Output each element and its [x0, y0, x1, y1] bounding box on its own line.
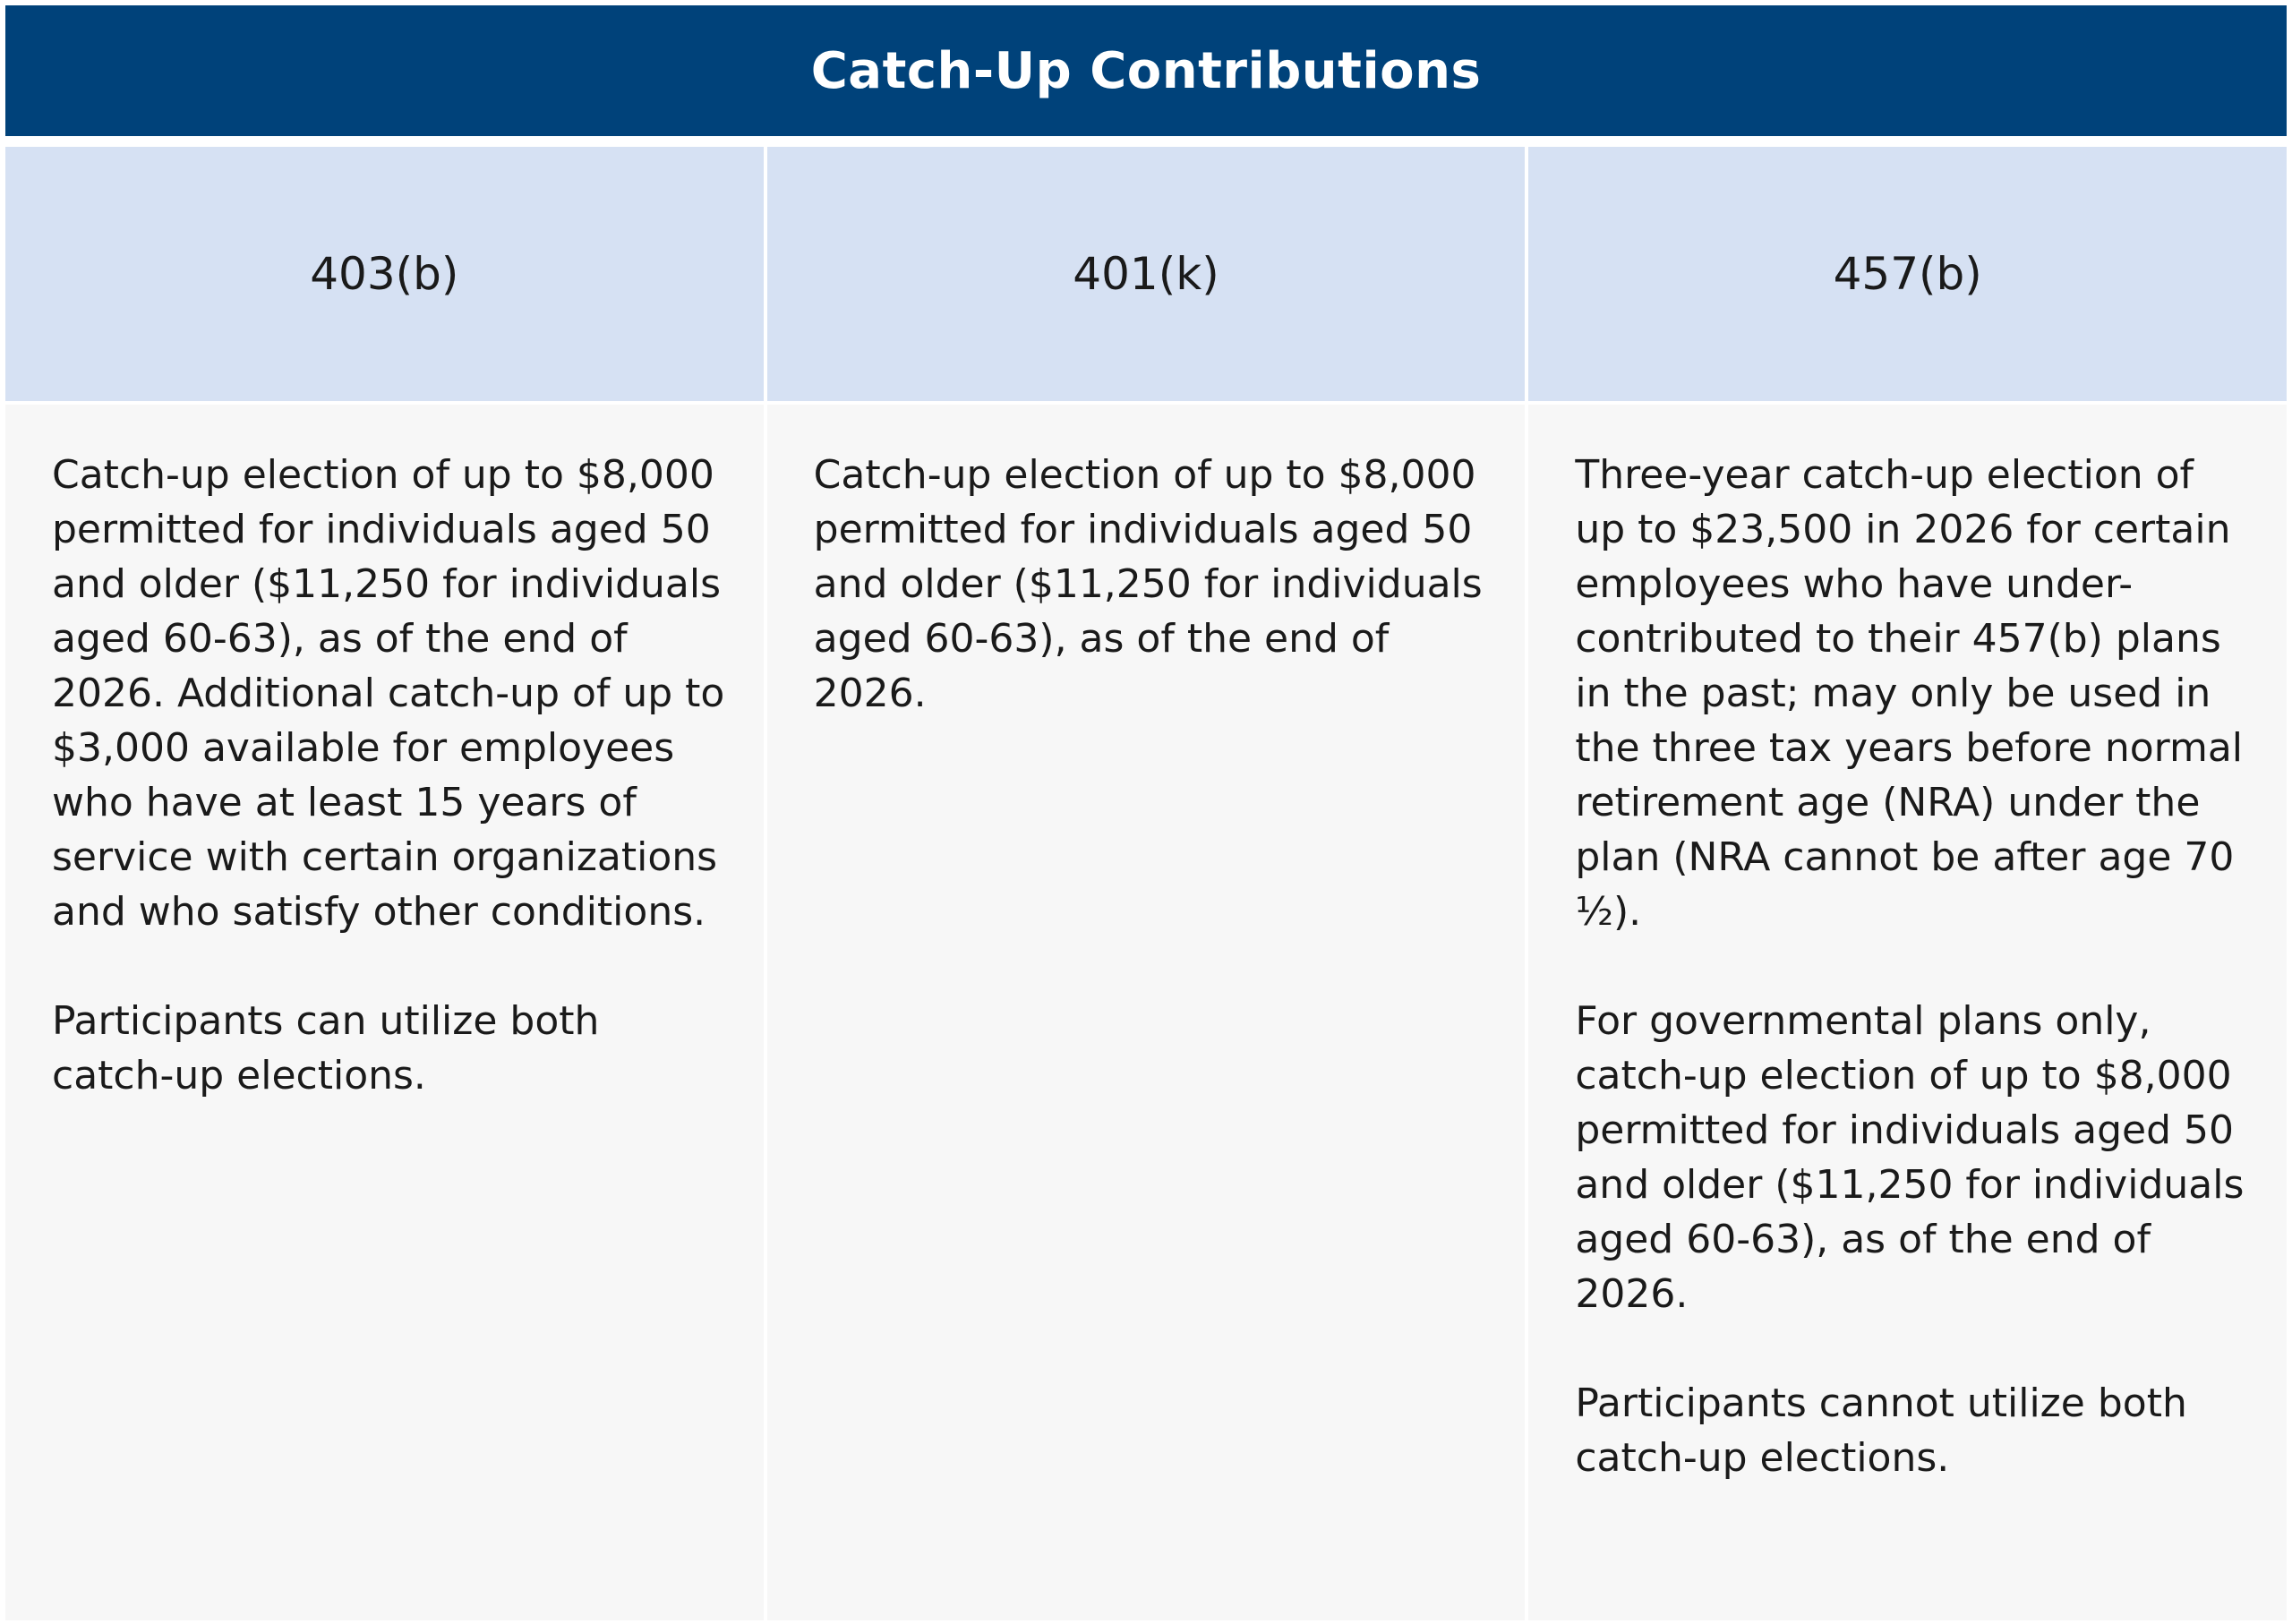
cell-paragraph: For governmental plans only, catch-up election of up to $8,000 permitted for individuals aged 50 and older ($11,250 for individuals aged 60-63), as of the end of 2026. — [1575, 998, 2245, 1317]
body-row — [5, 405, 2287, 1620]
header-401k: 401(k) — [767, 147, 1526, 401]
catch-up-contributions-table — [5, 5, 2287, 1620]
cell-paragraph: Three-year catch-up election of up to $23,500 in 2026 for certain employees who have under-contributed to their 457(b) plans in the past; may only be used in the three tax years before normal retirement age (NRA) under the plan (NRA cannot be after age 70 ½). — [1575, 452, 2244, 935]
cell-403b — [5, 405, 764, 1620]
cell-paragraph: Catch-up election of up to $8,000 permitted for individuals aged 50 and older ($11,250 for individuals aged 60-63), as of the end of 2026. — [813, 452, 1483, 716]
header-403b: 403(b) — [5, 147, 764, 401]
table-title-bar — [5, 5, 2287, 136]
cell-paragraph: Participants cannot utilize both catch-up elections. — [1575, 1380, 2187, 1481]
cell-401k — [767, 405, 1526, 1620]
cell-457b — [1528, 405, 2287, 1620]
header-row — [5, 147, 2287, 401]
cell-paragraph: Participants can utilize both catch-up elections. — [52, 998, 600, 1098]
header-457b: 457(b) — [1528, 147, 2287, 401]
table-title: Catch-Up Contributions — [810, 41, 1482, 100]
cell-paragraph: Catch-up election of up to $8,000 permitted for individuals aged 50 and older ($11,250 for individuals aged 60-63), as of the end of 2026. Additional catch-up of up to $3,000 available for employees who have at least 15 years of service with certain organizations and who satisfy other conditions. — [52, 452, 725, 935]
